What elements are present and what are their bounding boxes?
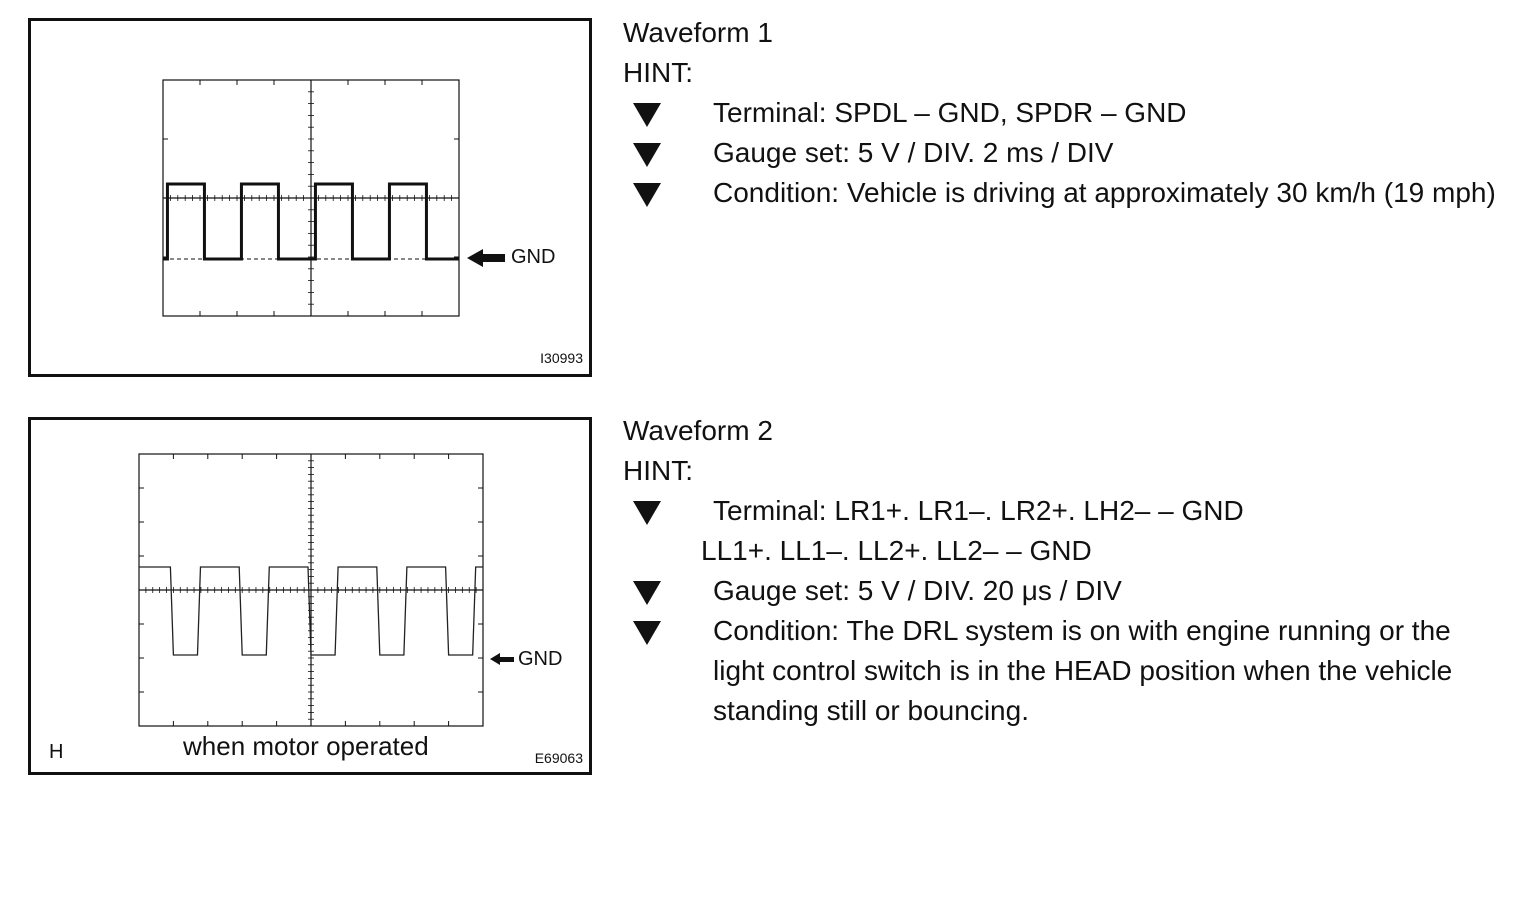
corner-letter: H — [49, 741, 64, 763]
hint-label: HINT: — [623, 57, 693, 88]
hint-item-text: Condition: Vehicle is driving at approximately 30 km/h (19 mph) — [713, 177, 1496, 208]
gnd-arrow-icon — [490, 653, 514, 665]
gnd-arrow-icon — [467, 249, 505, 267]
gnd-label: GND — [518, 648, 563, 670]
hint-item-text: Terminal: SPDL – GND, SPDR – GND — [713, 97, 1187, 128]
figure-id: I30993 — [540, 350, 583, 366]
triangle-bullet-icon — [633, 183, 661, 207]
triangle-bullet-icon — [633, 621, 661, 645]
section-title: Waveform 2 — [623, 415, 773, 446]
waveform-1-description — [623, 13, 1503, 213]
hint-item-gauge — [623, 571, 1503, 611]
hint-label: HINT: — [623, 455, 693, 486]
waveform-2-oscilloscope — [31, 420, 589, 772]
section-title: Waveform 1 — [623, 17, 773, 48]
figure-caption: when motor operated — [183, 731, 429, 761]
hint-item-text: Gauge set: 5 V / DIV. 20 μs / DIV — [713, 575, 1122, 606]
waveform-2-description — [623, 411, 1503, 731]
hint-item-text: Gauge set: 5 V / DIV. 2 ms / DIV — [713, 137, 1114, 168]
triangle-bullet-icon — [633, 501, 661, 525]
triangle-bullet-icon — [633, 581, 661, 605]
figure-id: E69063 — [534, 750, 583, 766]
hint-item-gauge — [623, 133, 1503, 173]
gnd-label: GND — [511, 246, 556, 268]
hint-item-text-continuation: LL1+. LL1–. LL2+. LL2– – GND — [701, 535, 1092, 566]
waveform-1-figure — [28, 18, 592, 377]
waveform-2-figure — [28, 417, 592, 775]
hint-item-text: Condition: The DRL system is on with engine running or the light control switch is in the HEAD position when the vehicle standing still or bouncing. — [713, 615, 1453, 726]
hint-item-condition — [623, 173, 1503, 213]
hint-item-terminal — [623, 93, 1503, 133]
hint-item-condition — [623, 611, 1503, 731]
triangle-bullet-icon — [633, 103, 661, 127]
hint-item-terminal — [623, 491, 1503, 531]
waveform-1-oscilloscope — [31, 21, 589, 374]
hint-item-text: Terminal: LR1+. LR1–. LR2+. LH2– – GND — [713, 495, 1244, 526]
triangle-bullet-icon — [633, 143, 661, 167]
